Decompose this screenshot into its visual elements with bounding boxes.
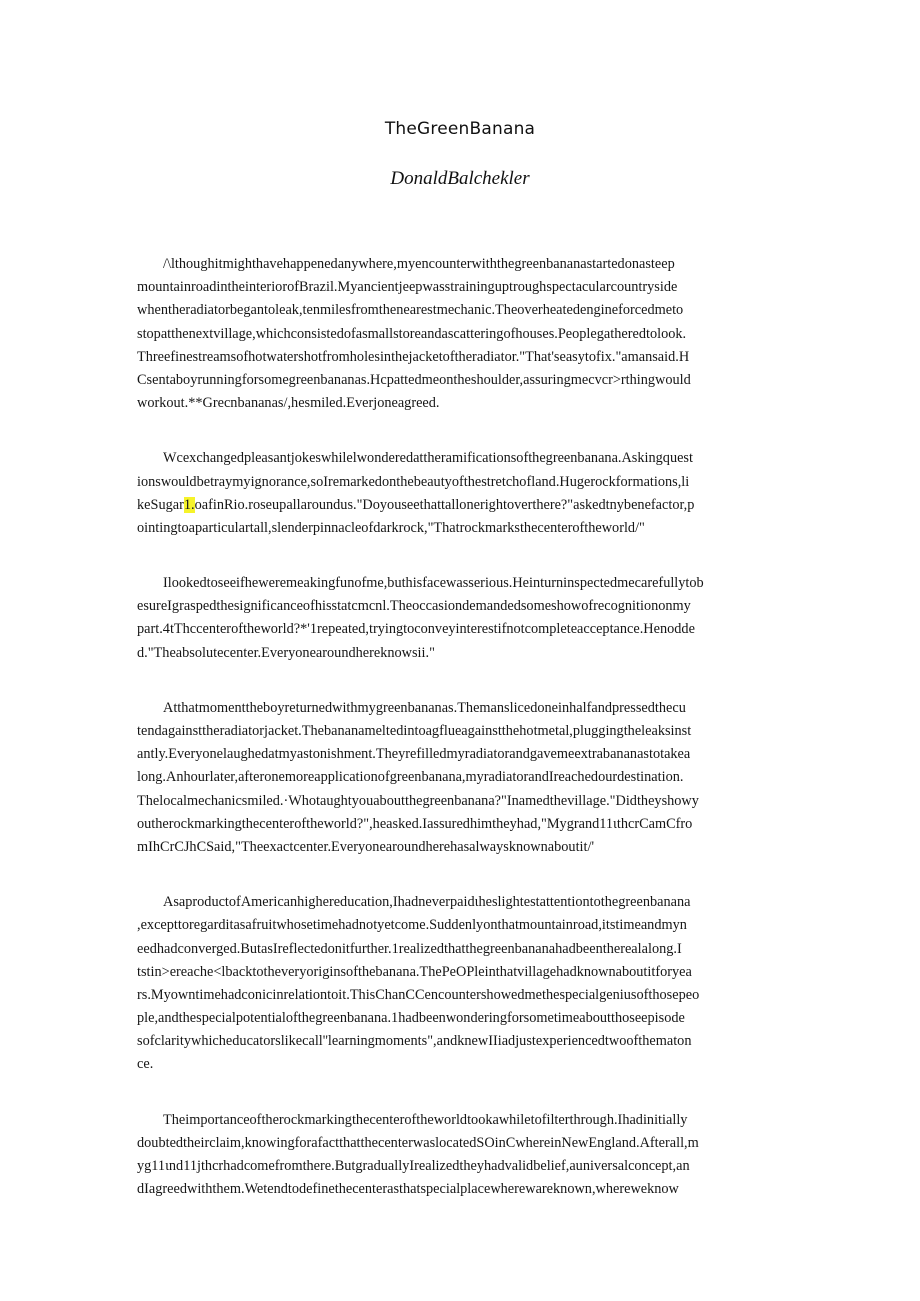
text-line: Ilookedtoseeifhewereme​aking​funofme,buthisfacewasserious.Heinturninspectedmecarefullytob xyxy=(163,575,704,592)
text-line: Threefinestreamsofhotwatershotfromholesinthejacketoftheradiator."That'seasytofix."amansaid.H xyxy=(137,348,690,365)
text-line: Thelocalmechanicsmiled.·Whotaughtyouaboutthegreenbanana?"Inamedthevillage."Didtheyshowy xyxy=(137,792,699,809)
paragraph-5 xyxy=(137,891,787,1077)
text-line xyxy=(137,494,787,517)
text-line: antly.Everyonelaughedatmyastonishment.Theyrefilledmyradiatorandgavemeextrabananastotakea xyxy=(137,746,691,763)
text-line: stopatthenextvillage,whichconsistedofasmallstoreandascatteringofhouses.Peoplegatheredtolook. xyxy=(137,325,687,342)
paragraph-gap xyxy=(137,415,787,447)
paragraph-gap xyxy=(137,665,787,697)
text-line: ointingtoaparticulartall,slenderpinnacleofdarkrock,"Thatrockmarksthecenteroftheworld/" xyxy=(137,519,645,536)
text-line: long.Anhourlater,afteronemoreapplicationofgreenbanana,myradiatorandIreachedourdestination. xyxy=(137,769,684,786)
text-line: ce. xyxy=(137,1056,154,1073)
document-body xyxy=(137,253,787,1201)
text-line: outherockmarkingthecenteroftheworld?",heasked.Iassuredhimtheyhad,"Mygrand11ιthcrCamCfro xyxy=(137,815,693,832)
text-line: whentheradiatorbegantoleak,tenmilesfromthenearestmechanic.Theoverheatedengineforcedmeto xyxy=(137,302,684,319)
text-line: yg11ιnd11jthcrhadcomefromthere.ButgraduallyIrealizedtheyhadvalidbelief,auniversalconcept,an xyxy=(137,1158,690,1174)
highlighted-text: 1. xyxy=(183,496,195,513)
text-line: doubtedtheirclaim,knowingforafactthatthecenterwaslocatedSOinCwhereinNewEngland.Afterall,m xyxy=(137,1134,699,1151)
text-line: Wcexchangedpleasantjokeswhilelwonderedattheramificationsofthegreenbanana.Askingquest xyxy=(163,450,693,467)
document-author: DonaldBalchekler xyxy=(390,168,530,189)
text-line: esureIgraspedthesignificanceofhisstatcmcnl.Theoccasiondemandedsomeshowofrecognitiononmy xyxy=(137,598,691,615)
text-line: dIagreedwiththem.Wetendtodefinethecenterasthatspecialplacewherewareknown,whereweknow xyxy=(137,1181,679,1198)
paragraph-gap xyxy=(137,540,787,572)
paragraph-3 xyxy=(137,572,787,665)
text-line: mIhCrCJhCSaid,"Theexactcenter.Everyonearoundherehasalwaysknownaboutit/' xyxy=(137,838,595,855)
text-line: AsaproductofAmericanhighereducation,Ihadneverpaidιheslightestattentiontothegreenbanana xyxy=(163,894,691,911)
text-fragment: oafinRio.roseupallaroundus."Doyouseethattallonerightoverthere?"askedtnybenefactor,p xyxy=(194,496,695,513)
text-line: mountainroadintheinteriorofBrazil.Myancientjeepwasstraininguptroughspectacularcountryside xyxy=(137,279,678,296)
text-line: rs.Myowntimehadconicinrelationtoit.ThisChanCCencountershowedmethespecialgeniusofthosepeo xyxy=(137,986,700,1003)
text-line: tstin>ereache<lbacktotheveryoriginsofthebanana.ThePeOPleinthatvillagehadknownaboutitforyea xyxy=(137,963,692,980)
text-line: sofclaritywhicheducatorslikecall''learningmoments",andknewIIiadjustexperiencedtwoofthematon xyxy=(137,1033,692,1050)
paragraph-1 xyxy=(137,253,787,415)
text-line: ,excepttoregarditasafruitwhosetimehadnotyetcome.Suddenlyonthatmountainroad,itstimeandmyn xyxy=(137,917,687,934)
text-line: ionswouldbetraymyignorance,soIremarkedonthebeautyofthestretchofland.Hugerockformations,li xyxy=(137,473,690,490)
text-line: workout.**Grecnbananas/,hesmiled.Everjoneagreed. xyxy=(137,395,440,412)
paragraph-2 xyxy=(137,447,787,540)
text-line: eedhadconverged.ButasIreflectedonitfurther.1realizedthatthegreenbananahadbeentherealalong.I xyxy=(137,940,682,957)
text-line: Atthatmomenttheboyreturnedwithmygreenbananas.Themanslicedoneinhalfandpressedthecu xyxy=(163,699,686,716)
text-line: ple,andthespecialpotentialofthegreenbanana.1hadbeenwonderingforsometimeaboutthoseepisode xyxy=(137,1010,685,1027)
paragraph-4 xyxy=(137,697,787,859)
text-fragment: keSugar xyxy=(137,496,184,513)
text-line: Theimportanceoftherockmarkingthecenteroftheworldtookawhiletofilterthrough.Ihadinitially xyxy=(163,1111,688,1128)
text-line: Csentaboyrunningforsomegreenbananas.Hcpattedmeontheshoulder,assuringmecvcr>rthingwould xyxy=(137,371,691,388)
text-line: part.4tThccenteroftheworld?*'1repeated,tryingtoconveyinterestifnotcompleteacceptance.Henodde xyxy=(137,621,695,638)
document-title: TheGreenBanana xyxy=(384,119,536,139)
paragraph-gap xyxy=(137,1077,787,1109)
text-line: d."Theabsolutecenter.Everyonearoundhereknowsii." xyxy=(137,644,435,661)
paragraph-gap xyxy=(137,859,787,891)
text-line: tendagainsttheradiatorjacket.Thebananameltedintoagflueagainstthehotmetal,pluggingtheleaksinst xyxy=(137,723,692,739)
text-line: /\lthoughitmighthavehappenedanywhere,myencounterwiththegreenbananastartedonasteep xyxy=(163,256,675,272)
paragraph-6 xyxy=(137,1109,787,1202)
